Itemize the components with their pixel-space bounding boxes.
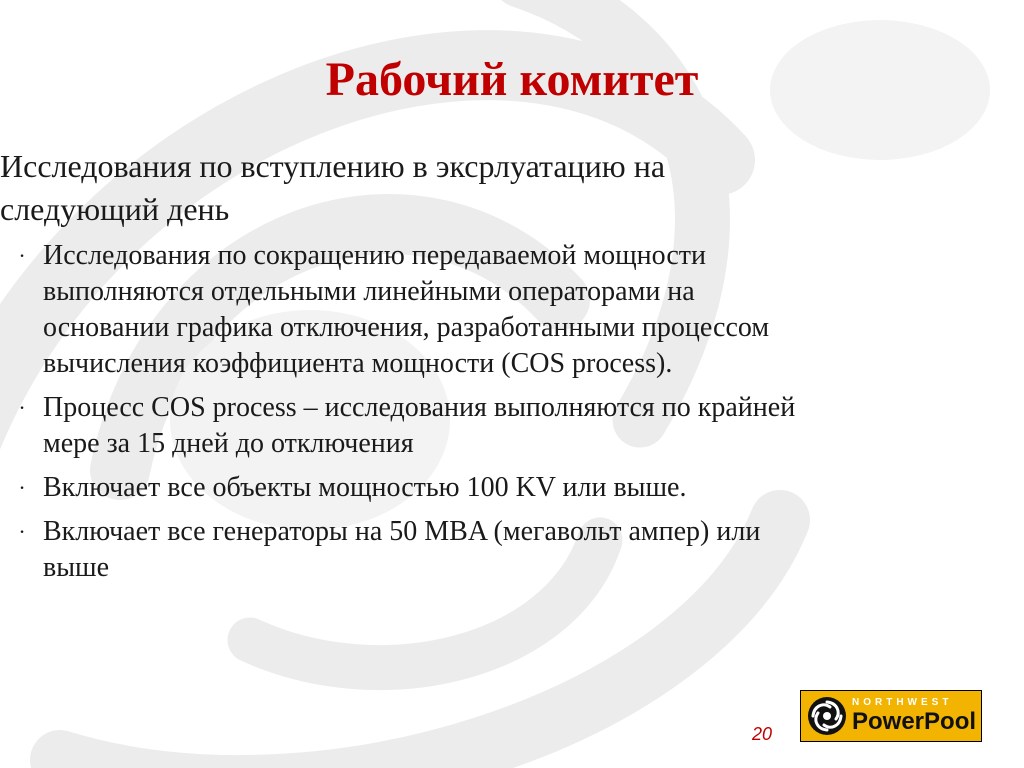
slide-title: Рабочий комитет	[325, 53, 699, 106]
logo-text	[852, 697, 976, 735]
bullet-item	[12, 470, 972, 506]
bullet-marker: ·	[18, 519, 26, 544]
bullet-line: выполняются отдельными линейными операторами на	[43, 276, 695, 307]
bullet-item	[12, 514, 972, 586]
subtitle-line-1: Исследования по вступлению в эксрлуатацию на	[0, 148, 666, 184]
bullet-line: выше	[43, 552, 110, 583]
subtitle-line-2: следующий день	[0, 191, 230, 227]
bullet-line: вычисления коэффициента мощности (COS process).	[43, 348, 673, 379]
bullet-item	[12, 390, 972, 462]
bullet-line: Включает все генераторы на 50 MBA (мегавольт ампер) или	[43, 516, 761, 547]
page-number: 20	[751, 724, 773, 744]
bullet-line: Исследования по сокращению передаваемой мощности	[43, 240, 706, 271]
bullet-marker: ·	[18, 243, 26, 268]
bullet-marker: ·	[18, 475, 26, 500]
bullet-line: Процесс COS process – исследования выполняются по крайней	[43, 392, 796, 423]
northwest-powerpool-logo	[800, 690, 982, 742]
logo-top-text: NORTHWEST	[852, 697, 953, 708]
bullet-line: мере за 15 дней до отключения	[43, 428, 414, 459]
swirl-logo-icon	[806, 695, 848, 737]
bullet-list	[12, 238, 972, 594]
bullet-marker: ·	[18, 395, 26, 420]
slide-subtitle	[0, 145, 860, 231]
bullet-line: основании графика отключения, разработанными процессом	[43, 312, 770, 343]
bullet-item	[12, 238, 972, 382]
bullet-line: Включает все объекты мощностью 100 KV или выше.	[43, 472, 687, 503]
logo-main-text: PowerPool	[852, 708, 977, 735]
